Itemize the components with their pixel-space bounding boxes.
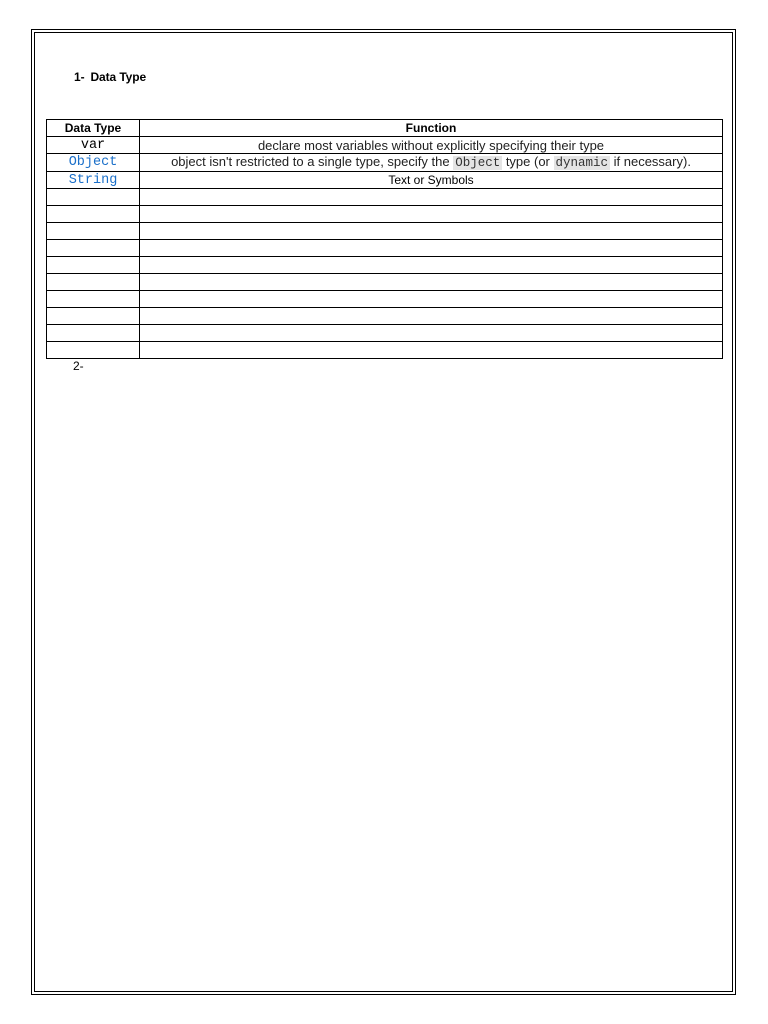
empty-table-row (47, 257, 723, 274)
empty-function-cell (140, 308, 723, 325)
empty-table-row (47, 308, 723, 325)
empty-table-row (47, 291, 723, 308)
empty-table-row (47, 206, 723, 223)
empty-function-cell (140, 206, 723, 223)
empty-function-cell (140, 274, 723, 291)
table-row (47, 172, 723, 189)
empty-table-row (47, 274, 723, 291)
inline-code: dynamic (555, 156, 609, 170)
empty-function-cell (140, 342, 723, 359)
empty-type-cell (47, 325, 140, 342)
empty-table-row (47, 223, 723, 240)
empty-type-cell (47, 223, 140, 240)
empty-function-cell (140, 291, 723, 308)
section-number: 1- (74, 70, 85, 84)
empty-function-cell (140, 189, 723, 206)
empty-type-cell (47, 257, 140, 274)
function-text: type (or (502, 154, 554, 169)
next-section-number: 2- (73, 359, 84, 373)
empty-table-row (47, 325, 723, 342)
empty-function-cell (140, 325, 723, 342)
type-cell: var (47, 137, 140, 154)
data-type-table (46, 119, 723, 359)
empty-type-cell (47, 291, 140, 308)
function-cell (140, 154, 723, 172)
table-row (47, 137, 723, 154)
empty-table-row (47, 189, 723, 206)
empty-type-cell (47, 342, 140, 359)
type-cell: Object (47, 154, 140, 172)
empty-table-row (47, 342, 723, 359)
function-cell: Text or Symbols (140, 172, 723, 189)
inline-code: Object (455, 156, 501, 170)
empty-type-cell (47, 240, 140, 257)
table-row (47, 154, 723, 172)
empty-function-cell (140, 257, 723, 274)
header-data-type: Data Type (47, 120, 140, 137)
empty-type-cell (47, 308, 140, 325)
empty-function-cell (140, 223, 723, 240)
function-text: object isn't restricted to a single type, specify the (171, 154, 454, 169)
section-title: Data Type (90, 70, 147, 84)
type-cell: String (47, 172, 140, 189)
header-function: Function (140, 120, 723, 137)
table-header-row (47, 120, 723, 137)
empty-type-cell (47, 274, 140, 291)
empty-function-cell (140, 240, 723, 257)
function-cell: declare most variables without explicitly specifying their type (140, 137, 723, 154)
empty-type-cell (47, 189, 140, 206)
empty-type-cell (47, 206, 140, 223)
function-text: if necessary). (610, 154, 691, 169)
section-heading (74, 70, 146, 84)
empty-table-row (47, 240, 723, 257)
